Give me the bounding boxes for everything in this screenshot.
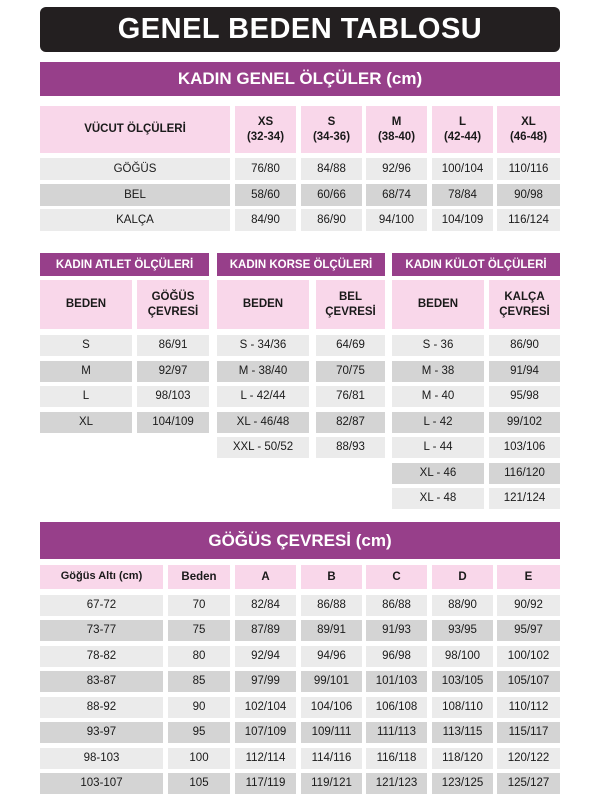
bust-row-value: 106/108: [366, 697, 427, 718]
korse-row-size: XXL - 50/52: [217, 437, 309, 458]
bust-row-value: 119/121: [301, 773, 362, 794]
atlet-row-value: 104/109: [137, 412, 209, 433]
bust-row-value: 116/118: [366, 748, 427, 769]
bust-row-value: 111/113: [366, 722, 427, 743]
general-size-header-line-1: L: [458, 116, 467, 129]
bust-row-value: 91/93: [366, 620, 427, 641]
bust-header: D: [432, 565, 493, 589]
bust-row-value: 93/95: [432, 620, 493, 641]
general-row-value: 116/124: [497, 209, 560, 231]
kulot-row-value: 91/94: [489, 361, 560, 382]
general-row-value: 84/90: [235, 209, 296, 231]
bust-header: A: [235, 565, 296, 589]
bust-row-value: 104/106: [301, 697, 362, 718]
general-row-label: KALÇA: [40, 209, 230, 231]
bust-row-value: 118/120: [432, 748, 493, 769]
kulot-row-size: S - 36: [392, 335, 484, 356]
general-size-header: [432, 106, 493, 153]
general-row-value: 104/109: [432, 209, 493, 231]
bust-row-size: 105: [168, 773, 230, 794]
atlet-header-measure-line-2: ÇEVRESİ: [147, 305, 199, 318]
bust-row-value: 87/89: [235, 620, 296, 641]
general-row-value: 92/96: [366, 158, 427, 180]
kulot-row-value: 116/120: [489, 463, 560, 484]
bust-row-underbust: 78-82: [40, 646, 163, 667]
bust-row-underbust: 98-103: [40, 748, 163, 769]
general-size-header-line-1: S: [327, 116, 336, 129]
bust-row-underbust: 88-92: [40, 697, 163, 718]
general-row-value: 110/116: [497, 158, 560, 180]
bust-row-value: 98/100: [432, 646, 493, 667]
general-size-header: [366, 106, 427, 153]
atlet-row-value: 86/91: [137, 335, 209, 356]
bust-row-value: 121/123: [366, 773, 427, 794]
kulot-row-value: 86/90: [489, 335, 560, 356]
korse-section-heading: KADIN KORSE ÖLÇÜLERİ: [217, 253, 385, 276]
atlet-header-beden: BEDEN: [40, 280, 132, 329]
korse-row-size: M - 38/40: [217, 361, 309, 382]
kulot-row-size: M - 40: [392, 386, 484, 407]
bust-row-underbust: 83-87: [40, 671, 163, 692]
kulot-row-value: 121/124: [489, 488, 560, 509]
bust-row-value: 105/107: [497, 671, 560, 692]
general-size-header: [235, 106, 296, 153]
korse-header-measure-line-1: BEL: [339, 291, 362, 304]
bust-row-value: 112/114: [235, 748, 296, 769]
atlet-row-size: S: [40, 335, 132, 356]
general-row-value: 86/90: [301, 209, 362, 231]
general-corner-header: VÜCUT ÖLÇÜLERİ: [40, 106, 230, 153]
bust-row-value: 97/99: [235, 671, 296, 692]
bust-row-value: 102/104: [235, 697, 296, 718]
bust-row-size: 95: [168, 722, 230, 743]
bust-row-value: 108/110: [432, 697, 493, 718]
bust-row-size: 100: [168, 748, 230, 769]
bust-row-size: 85: [168, 671, 230, 692]
general-size-header: [497, 106, 560, 153]
bust-row-size: 80: [168, 646, 230, 667]
bust-row-value: 90/92: [497, 595, 560, 616]
general-row-value: 94/100: [366, 209, 427, 231]
bust-row-value: 114/116: [301, 748, 362, 769]
bust-header: B: [301, 565, 362, 589]
bust-row-value: 95/97: [497, 620, 560, 641]
general-size-header-line-2: (42-44): [443, 130, 482, 143]
atlet-header-measure: [137, 280, 209, 329]
general-row-value: 68/74: [366, 184, 427, 206]
bust-header: E: [497, 565, 560, 589]
general-row-value: 100/104: [432, 158, 493, 180]
kulot-row-size: M - 38: [392, 361, 484, 382]
general-row-value: 76/80: [235, 158, 296, 180]
general-row-value: 60/66: [301, 184, 362, 206]
atlet-header-measure-line-1: GÖĞÜS: [151, 291, 195, 304]
bust-row-value: 86/88: [301, 595, 362, 616]
korse-header-beden: BEDEN: [217, 280, 309, 329]
atlet-row-size: XL: [40, 412, 132, 433]
bust-row-value: 123/125: [432, 773, 493, 794]
kulot-header-measure-line-1: KALÇA: [504, 291, 545, 304]
general-row-value: 78/84: [432, 184, 493, 206]
general-row-label: GÖĞÜS: [40, 158, 230, 180]
atlet-row-size: M: [40, 361, 132, 382]
kulot-header-measure-line-2: ÇEVRESİ: [499, 305, 550, 318]
kulot-header-measure: [489, 280, 560, 329]
page-title: GENEL BEDEN TABLOSU: [40, 7, 560, 52]
kulot-row-size: L - 44: [392, 437, 484, 458]
bust-row-underbust: 103-107: [40, 773, 163, 794]
general-size-header-line-2: (34-36): [312, 130, 351, 143]
bust-row-value: 115/117: [497, 722, 560, 743]
korse-row-value: 88/93: [316, 437, 385, 458]
bust-row-underbust: 73-77: [40, 620, 163, 641]
bust-header: C: [366, 565, 427, 589]
korse-header-measure-line-2: ÇEVRESİ: [325, 305, 376, 318]
bust-row-size: 90: [168, 697, 230, 718]
bust-section-heading: GÖĞÜS ÇEVRESİ (cm): [40, 522, 560, 559]
bust-row-underbust: 67-72: [40, 595, 163, 616]
korse-header-measure: [316, 280, 385, 329]
bust-row-value: 110/112: [497, 697, 560, 718]
bust-row-size: 70: [168, 595, 230, 616]
korse-row-size: XL - 46/48: [217, 412, 309, 433]
bust-row-value: 96/98: [366, 646, 427, 667]
bust-row-value: 107/109: [235, 722, 296, 743]
general-row-value: 90/98: [497, 184, 560, 206]
general-section-heading: KADIN GENEL ÖLÇÜLER (cm): [40, 62, 560, 96]
general-size-header-line-1: M: [391, 116, 402, 129]
general-row-value: 84/88: [301, 158, 362, 180]
korse-row-value: 64/69: [316, 335, 385, 356]
kulot-row-value: 95/98: [489, 386, 560, 407]
bust-header: Göğüs Altı (cm): [40, 565, 163, 589]
bust-row-value: 125/127: [497, 773, 560, 794]
kulot-row-value: 103/106: [489, 437, 560, 458]
bust-row-value: 117/119: [235, 773, 296, 794]
bust-row-value: 100/102: [497, 646, 560, 667]
atlet-row-value: 98/103: [137, 386, 209, 407]
bust-row-value: 113/115: [432, 722, 493, 743]
general-size-header-line-2: (32-34): [246, 130, 285, 143]
general-size-header-line-1: XL: [521, 116, 536, 129]
bust-row-value: 86/88: [366, 595, 427, 616]
bust-row-underbust: 93-97: [40, 722, 163, 743]
atlet-row-value: 92/97: [137, 361, 209, 382]
general-row-value: 58/60: [235, 184, 296, 206]
bust-row-value: 89/91: [301, 620, 362, 641]
kulot-row-size: XL - 46: [392, 463, 484, 484]
general-row-label: BEL: [40, 184, 230, 206]
bust-row-value: 88/90: [432, 595, 493, 616]
atlet-section-heading: KADIN ATLET ÖLÇÜLERİ: [40, 253, 209, 276]
bust-row-value: 101/103: [366, 671, 427, 692]
bust-row-value: 99/101: [301, 671, 362, 692]
general-size-header-line-2: (46-48): [509, 130, 548, 143]
kulot-row-size: L - 42: [392, 412, 484, 433]
korse-row-size: L - 42/44: [217, 386, 309, 407]
korse-row-value: 70/75: [316, 361, 385, 382]
bust-row-value: 92/94: [235, 646, 296, 667]
bust-row-value: 82/84: [235, 595, 296, 616]
bust-row-size: 75: [168, 620, 230, 641]
bust-header: Beden: [168, 565, 230, 589]
atlet-row-size: L: [40, 386, 132, 407]
korse-row-size: S - 34/36: [217, 335, 309, 356]
general-size-header-line-2: (38-40): [377, 130, 416, 143]
bust-row-value: 120/122: [497, 748, 560, 769]
kulot-row-value: 99/102: [489, 412, 560, 433]
korse-row-value: 82/87: [316, 412, 385, 433]
general-size-header-line-1: XS: [257, 116, 274, 129]
kulot-section-heading: KADIN KÜLOT ÖLÇÜLERİ: [392, 253, 560, 276]
korse-row-value: 76/81: [316, 386, 385, 407]
bust-row-value: 109/111: [301, 722, 362, 743]
bust-row-value: 103/105: [432, 671, 493, 692]
kulot-header-beden: BEDEN: [392, 280, 484, 329]
general-size-header: [301, 106, 362, 153]
kulot-row-size: XL - 48: [392, 488, 484, 509]
bust-row-value: 94/96: [301, 646, 362, 667]
